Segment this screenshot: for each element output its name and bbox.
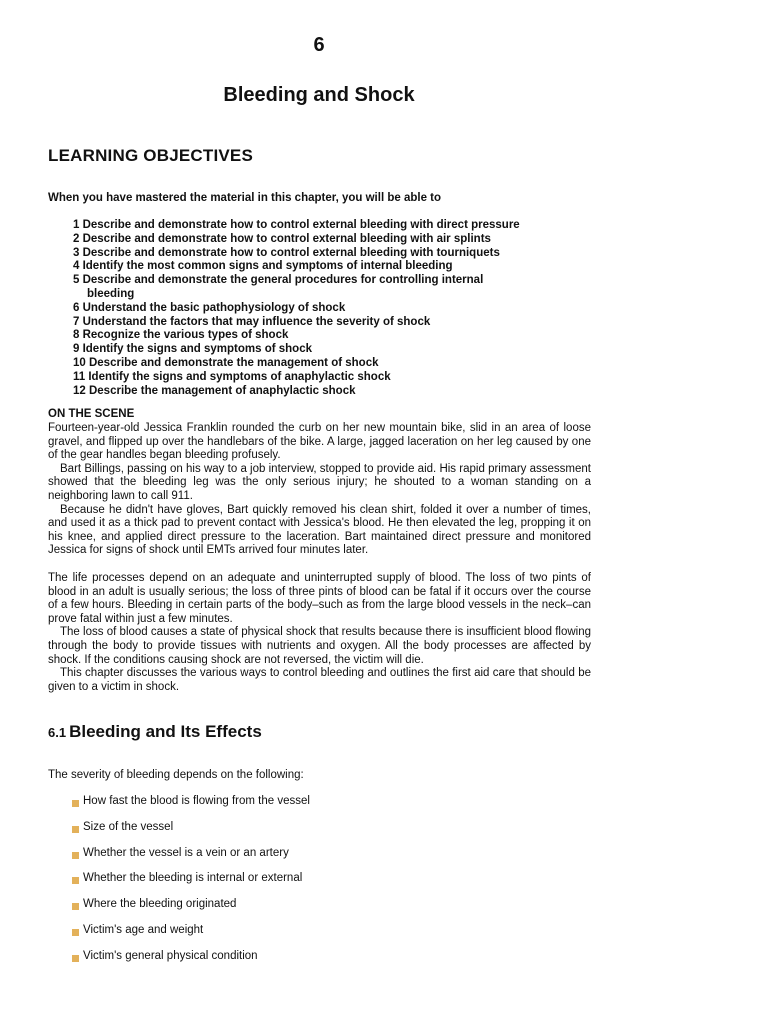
objective-item-5-text: 5 Describe and demonstrate the general procedures for controlling internal xyxy=(73,274,484,287)
square-bullet-icon xyxy=(72,929,79,936)
severity-factors-list xyxy=(72,795,310,976)
intro-paragraph: The loss of blood causes a state of physical shock that results because there is insufficient blood flowing through the body to provide tissues with nutrients and oxygen. All the body processes are affected by shock. If the conditions causing shock are not reversed, the victim will die. xyxy=(48,626,591,666)
scene-paragraph: Fourteen-year-old Jessica Franklin rounded the curb on her new mountain bike, slid in an area of loose gravel, and flipped up over the handlebars of the bike. A large, jagged laceration on her leg caused by one of the gear handles began bleeding profusely. xyxy=(48,422,591,462)
list-item xyxy=(72,821,310,847)
on-the-scene-text xyxy=(48,422,591,558)
learning-objectives-intro: When you have mastered the material in this chapter, you will be able to xyxy=(48,192,442,204)
section-number: 6.1 xyxy=(48,725,67,740)
list-item-text: How fast the blood is flowing from the vessel xyxy=(83,795,310,807)
scene-paragraph: Because he didn't have gloves, Bart quickly removed his clean shirt, folded it over a number of times, and used it as a thick pad to prevent contact with Jessica's blood. He then elevated the leg, propping it on his knee, and applied direct pressure to the laceration. Bart maintained direct pressure and monitored Jessica for signs of shock until EMTs arrived four minutes later. xyxy=(48,503,591,557)
list-item xyxy=(72,950,310,976)
objective-item: 4 Identify the most common signs and symptoms of internal bleeding xyxy=(73,260,453,273)
section-title: Bleeding and Its Effects xyxy=(69,722,262,741)
scene-paragraph: Bart Billings, passing on his way to a job interview, stopped to provide aid. His rapid primary assessment showed that the bleeding leg was the only serious injury; he shouted to a woman standing on a neighboring lawn to call 911. xyxy=(48,462,591,502)
objective-item-5-continuation: bleeding xyxy=(87,287,135,300)
chapter-intro-text xyxy=(48,572,591,694)
square-bullet-icon xyxy=(72,877,79,884)
section-heading xyxy=(48,722,262,742)
objective-item: 7 Understand the factors that may influence the severity of shock xyxy=(73,315,431,328)
objective-item: 3 Describe and demonstrate how to control external bleeding with tourniquets xyxy=(73,246,500,259)
list-item xyxy=(72,795,310,821)
square-bullet-icon xyxy=(72,852,79,859)
objective-item: 10 Describe and demonstrate the management of shock xyxy=(73,356,379,369)
learning-objectives-heading: LEARNING OBJECTIVES xyxy=(48,146,253,165)
list-item-text: Where the bleeding originated xyxy=(83,898,237,911)
list-item xyxy=(72,924,310,950)
list-item xyxy=(72,898,310,924)
objective-item: 6 Understand the basic pathophysiology of shock xyxy=(73,301,346,314)
on-the-scene-heading: ON THE SCENE xyxy=(48,408,135,420)
list-item-text: Victim's age and weight xyxy=(83,923,204,936)
objective-item: 11 Identify the signs and symptoms of anaphylactic shock xyxy=(73,370,391,383)
list-item xyxy=(72,872,310,898)
intro-paragraph: This chapter discusses the various ways to control bleeding and outlines the first aid care that should be given to a victim in shock. xyxy=(48,667,591,693)
square-bullet-icon xyxy=(72,800,79,807)
objective-item: 1 Describe and demonstrate how to control external bleeding with direct pressure xyxy=(73,219,520,231)
learning-objectives-list xyxy=(73,219,591,398)
objective-item: 9 Identify the signs and symptoms of shock xyxy=(73,343,312,356)
list-item xyxy=(72,847,310,873)
objective-item-5 xyxy=(73,274,591,302)
square-bullet-icon xyxy=(72,955,79,962)
square-bullet-icon xyxy=(72,903,79,910)
severity-intro: The severity of bleeding depends on the following: xyxy=(48,769,304,781)
objective-item: 8 Recognize the various types of shock xyxy=(73,329,289,342)
chapter-title: Bleeding and Shock xyxy=(223,84,415,106)
chapter-number: 6 xyxy=(313,34,325,56)
list-item-text: Size of the vessel xyxy=(83,820,174,833)
objective-item: 2 Describe and demonstrate how to control external bleeding with air splints xyxy=(73,232,491,245)
square-bullet-icon xyxy=(72,826,79,833)
list-item-text: Whether the bleeding is internal or external xyxy=(83,872,303,885)
objective-item: 12 Describe the management of anaphylactic shock xyxy=(73,384,356,397)
intro-paragraph: The life processes depend on an adequate and uninterrupted supply of blood. The loss of two pints of blood in an adult is usually serious; the loss of three pints of blood can be fatal if it occurs over the course of a few hours. Bleeding in certain parts of the body–such as from the large blood vessels in the neck–can prove fatal within just a few minutes. xyxy=(48,572,591,625)
list-item-text: Whether the vessel is a vein or an artery xyxy=(83,846,289,859)
list-item-text: Victim's general physical condition xyxy=(83,949,258,962)
